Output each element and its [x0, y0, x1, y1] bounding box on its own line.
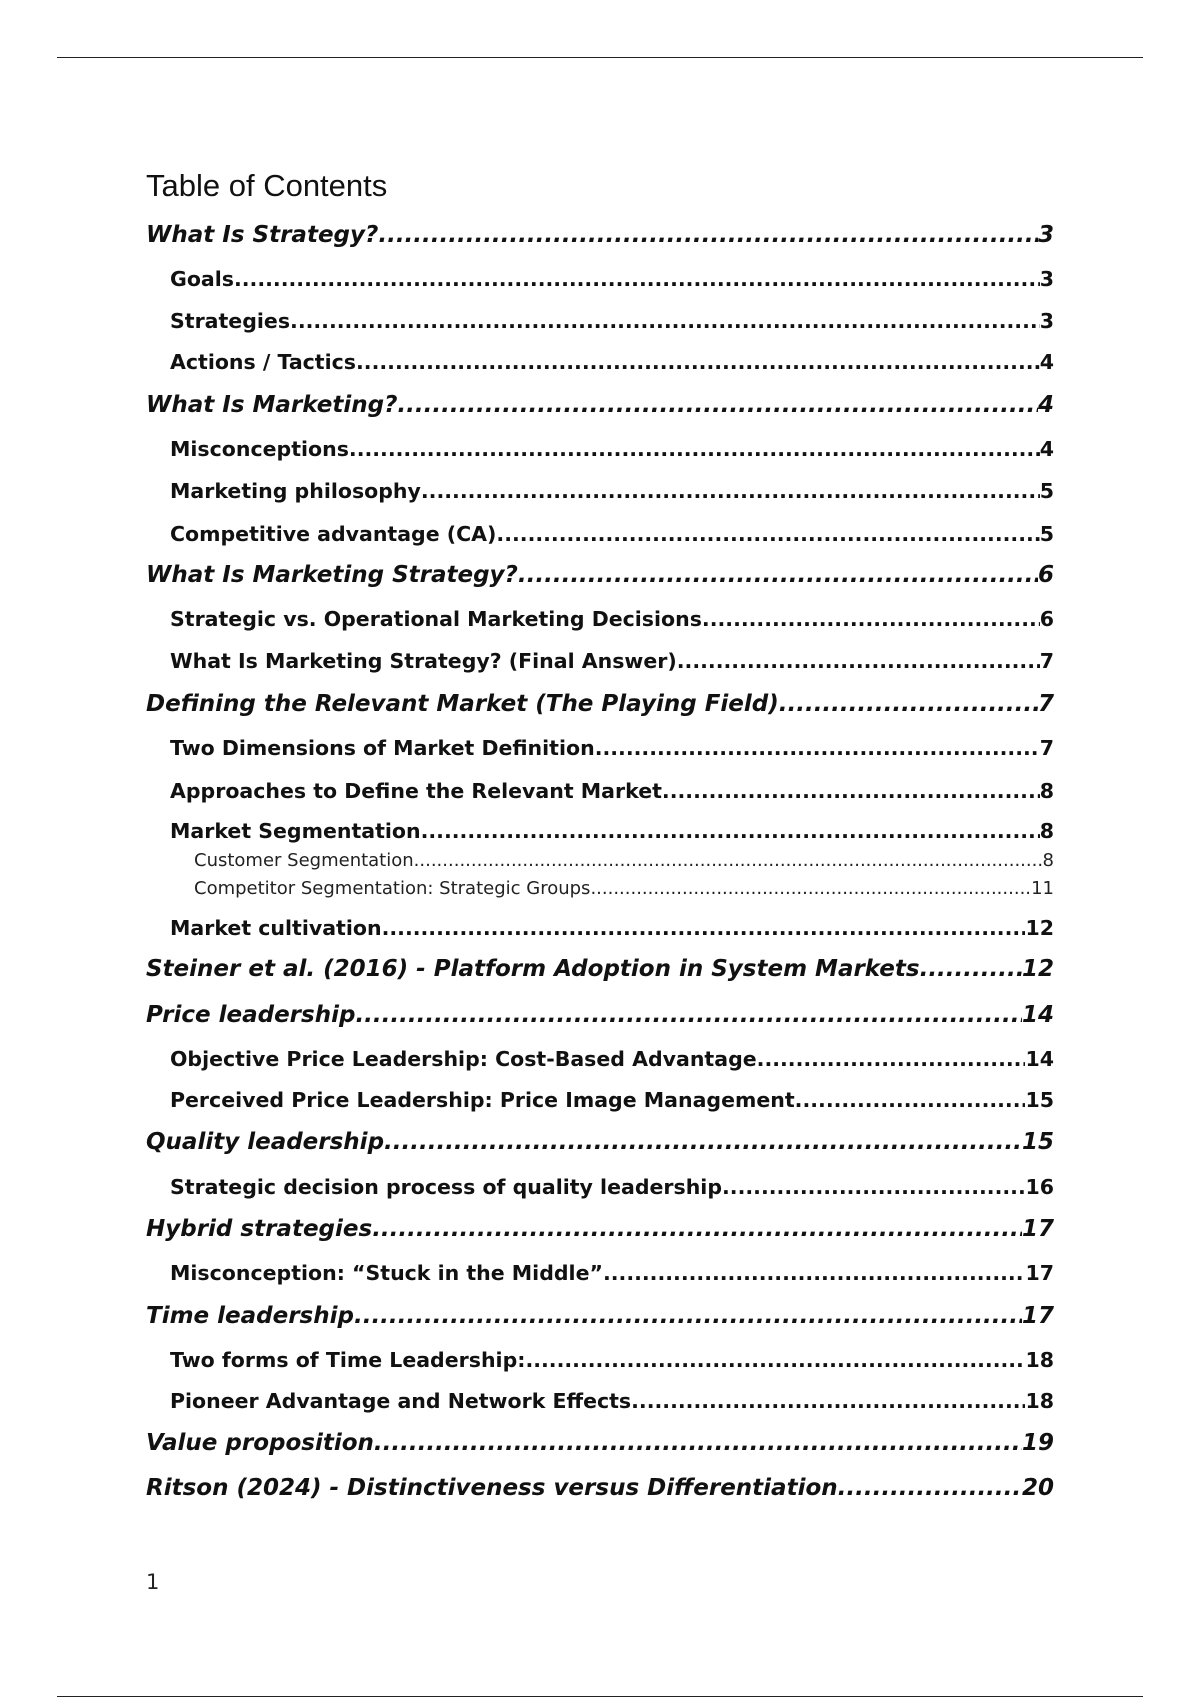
toc-entry-title: Approaches to Define the Relevant Market — [170, 779, 662, 803]
toc-entry-page: 8 — [1039, 819, 1054, 843]
toc-entry-title: Market cultivation — [170, 916, 382, 940]
dot-leader — [421, 819, 1040, 844]
dot-leader — [290, 309, 1040, 334]
toc-entry-strategic-decision-process[interactable] — [170, 1175, 1054, 1200]
toc-entry-title: Two Dimensions of Market Definition — [170, 736, 595, 760]
toc-entry-approaches[interactable] — [170, 779, 1054, 804]
toc-entry-title: Ritson (2024) - Distinctiveness versus Differentiation — [146, 1475, 838, 1501]
toc-heading: Table of Contents — [146, 168, 388, 203]
toc-entry-title: Competitor Segmentation: Strategic Groups — [194, 878, 591, 899]
toc-entry-title: What Is Marketing Strategy? — [146, 562, 518, 588]
toc-entry-title: Steiner et al. (2016) - Platform Adoption in System Markets — [146, 956, 920, 982]
toc-entry-objective-price-leadership[interactable] — [170, 1047, 1054, 1072]
toc-entry-strategies[interactable] — [170, 309, 1054, 334]
dot-leader — [355, 1002, 1022, 1030]
dot-leader — [349, 437, 1040, 462]
dot-leader — [631, 1389, 1025, 1414]
toc-entry-title: Price leadership — [146, 1002, 356, 1028]
toc-entry-page: 7 — [1037, 691, 1054, 717]
toc-entry-page: 5 — [1039, 522, 1054, 546]
toc-entry-ritson-2024[interactable] — [146, 1475, 1054, 1503]
toc-entry-title: Quality leadership — [146, 1129, 385, 1155]
toc-entry-title: Objective Price Leadership: Cost-Based Advantage — [170, 1047, 757, 1071]
toc-entry-stuck-in-the-middle[interactable] — [170, 1261, 1054, 1286]
toc-entry-title: Value proposition — [146, 1430, 374, 1456]
toc-entry-page: 15 — [1025, 1088, 1054, 1112]
toc-entry-quality-leadership[interactable] — [146, 1129, 1054, 1157]
dot-leader — [234, 267, 1040, 292]
toc-entry-customer-segmentation[interactable] — [194, 850, 1054, 872]
toc-entry-what-is-strategy[interactable] — [146, 222, 1054, 250]
toc-entry-marketing-philosophy[interactable] — [170, 479, 1054, 504]
toc-entry-title: Defining the Relevant Market (The Playing Field) — [146, 691, 779, 717]
toc-entry-time-leadership[interactable] — [146, 1303, 1054, 1331]
toc-entry-page: 12 — [1025, 916, 1054, 940]
dot-leader — [757, 1047, 1026, 1072]
toc-entry-title: Hybrid strategies — [146, 1216, 373, 1242]
toc-entry-page: 3 — [1037, 222, 1054, 248]
toc-entry-title: Actions / Tactics — [170, 350, 356, 374]
toc-entry-page: 5 — [1039, 479, 1054, 503]
toc-entry-value-proposition[interactable] — [146, 1430, 1054, 1458]
toc-entry-page: 19 — [1021, 1430, 1054, 1456]
toc-entry-page: 4 — [1037, 392, 1054, 418]
toc-entry-perceived-price-leadership[interactable] — [170, 1088, 1054, 1113]
toc-entry-title: Strategic decision process of quality leadership — [170, 1175, 723, 1199]
toc-entry-strategic-vs-operational[interactable] — [170, 607, 1054, 632]
toc-entry-page: 16 — [1025, 1175, 1054, 1199]
dot-leader — [677, 649, 1040, 674]
toc-entry-page: 17 — [1025, 1261, 1054, 1285]
dot-leader — [702, 607, 1040, 632]
toc-entry-goals[interactable] — [170, 267, 1054, 292]
toc-entry-page: 14 — [1025, 1047, 1054, 1071]
toc-entry-page: 12 — [1021, 956, 1054, 982]
toc-entry-page: 6 — [1039, 607, 1054, 631]
dot-leader — [518, 562, 1038, 590]
toc-entry-title: Misconception: “Stuck in the Middle” — [170, 1261, 603, 1285]
toc-entry-page: 17 — [1021, 1303, 1054, 1329]
toc-entry-what-is-marketing-strategy[interactable] — [146, 562, 1054, 590]
toc-entry-page: 7 — [1039, 649, 1054, 673]
toc-entry-market-segmentation[interactable] — [170, 819, 1054, 844]
dot-leader — [779, 691, 1038, 719]
toc-entry-hybrid-strategies[interactable] — [146, 1216, 1054, 1244]
toc-entry-title: What Is Marketing? — [146, 392, 398, 418]
dot-leader — [382, 916, 1026, 941]
toc-entry-two-dimensions[interactable] — [170, 736, 1054, 761]
dot-leader — [378, 222, 1038, 250]
toc-entry-competitor-segmentation[interactable] — [194, 878, 1054, 900]
toc-entry-page: 11 — [1031, 878, 1054, 899]
toc-entry-what-is-marketing[interactable] — [146, 392, 1054, 420]
toc-entry-page: 8 — [1039, 779, 1054, 803]
toc-entry-page: 6 — [1037, 562, 1054, 588]
toc-entry-title: Market Segmentation — [170, 819, 421, 843]
toc-entry-title: Time leadership — [146, 1303, 354, 1329]
toc-entry-title: Marketing philosophy — [170, 479, 421, 503]
toc-entry-title: Perceived Price Leadership: Price Image Management — [170, 1088, 795, 1112]
toc-entry-pioneer-advantage[interactable] — [170, 1389, 1054, 1414]
toc-entry-title: Pioneer Advantage and Network Effects — [170, 1389, 632, 1413]
toc-entry-page: 4 — [1039, 437, 1054, 461]
dot-leader — [384, 1129, 1022, 1157]
dot-leader — [496, 522, 1039, 547]
toc-entry-page: 15 — [1021, 1129, 1054, 1155]
toc-entry-misconceptions[interactable] — [170, 437, 1054, 462]
dot-leader — [414, 850, 1043, 872]
dot-leader — [920, 956, 1022, 984]
toc-entry-page: 18 — [1025, 1348, 1054, 1372]
dot-leader — [397, 392, 1038, 420]
dot-leader — [838, 1475, 1022, 1503]
toc-entry-actions-tactics[interactable] — [170, 350, 1054, 375]
toc-entry-two-forms-time-leadership[interactable] — [170, 1348, 1054, 1373]
toc-entry-title: What Is Strategy? — [146, 222, 379, 248]
dot-leader — [356, 350, 1040, 375]
toc-entry-title: Strategies — [170, 309, 291, 333]
dot-leader — [662, 779, 1040, 804]
toc-entry-page: 7 — [1039, 736, 1054, 760]
toc-entry-title: Misconceptions — [170, 437, 349, 461]
toc-entry-title: Competitive advantage (CA) — [170, 522, 497, 546]
dot-leader — [372, 1216, 1022, 1244]
dot-leader — [722, 1175, 1025, 1200]
toc-entry-page: 3 — [1039, 267, 1054, 291]
toc-entry-price-leadership[interactable] — [146, 1002, 1054, 1030]
dot-leader — [795, 1088, 1026, 1113]
footer-rule — [57, 1696, 1143, 1697]
toc-entry-page: 14 — [1021, 1002, 1054, 1028]
toc-entry-page: 8 — [1042, 850, 1054, 871]
toc-entry-title: Goals — [170, 267, 234, 291]
dot-leader — [421, 479, 1040, 504]
dot-leader — [374, 1430, 1022, 1458]
dot-leader — [354, 1303, 1022, 1331]
toc-entry-page: 3 — [1039, 309, 1054, 333]
dot-leader — [590, 878, 1031, 900]
toc-entry-final-answer[interactable] — [170, 649, 1054, 674]
dot-leader — [595, 736, 1040, 761]
toc-entry-defining-relevant-market[interactable] — [146, 691, 1054, 719]
dot-leader — [525, 1348, 1025, 1373]
toc-entry-page: 4 — [1039, 350, 1054, 374]
toc-entry-competitive-advantage[interactable] — [170, 522, 1054, 547]
page-number: 1 — [146, 1570, 160, 1594]
header-rule — [57, 57, 1143, 58]
toc-entry-page: 17 — [1021, 1216, 1054, 1242]
toc-entry-page: 20 — [1021, 1475, 1054, 1501]
toc-entry-market-cultivation[interactable] — [170, 916, 1054, 941]
toc-entry-title: Two forms of Time Leadership: — [170, 1348, 526, 1372]
toc-entry-page: 18 — [1025, 1389, 1054, 1413]
toc-entry-title: Strategic vs. Operational Marketing Decisions — [170, 607, 702, 631]
dot-leader — [603, 1261, 1026, 1286]
toc-entry-steiner-2016[interactable] — [146, 956, 1054, 984]
toc-entry-title: Customer Segmentation — [194, 850, 414, 871]
toc-entry-title: What Is Marketing Strategy? (Final Answer) — [170, 649, 677, 673]
